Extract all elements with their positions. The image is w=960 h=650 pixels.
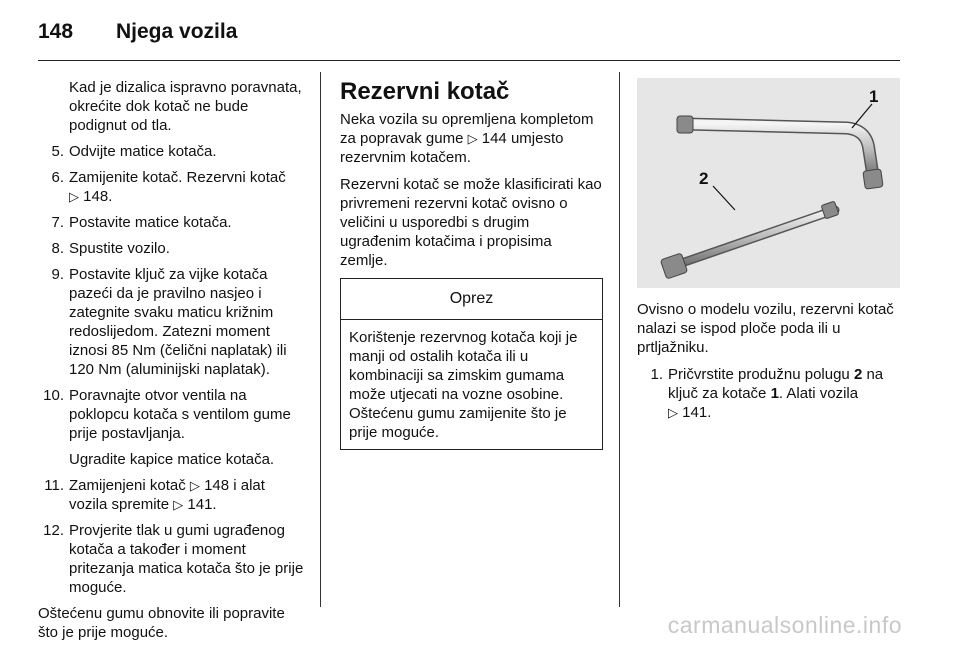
- column-divider: [320, 72, 321, 607]
- triangle-right-icon: ▷: [173, 497, 184, 512]
- list-item: 11. Zamijenjeni kotač ▷ 148 i alat vozila spremite ▷ 141.: [44, 477, 265, 513]
- paragraph: Ovisno o modelu vozilu, rezervni kotač nalazi se ispod ploče poda ili u prtljažniku.: [637, 301, 894, 356]
- column-1: [38, 78, 304, 650]
- list-item: 5. Odvijte matice kotača.: [51, 143, 217, 160]
- paragraph: Neka vozila su opremljena kompletom za popravak gume ▷ 144 umjesto rezervnim kotačem.: [340, 111, 594, 166]
- extension-socket: [660, 253, 687, 279]
- list-item: 1. Pričvrstite produžnu polugu 2 na ključ za kotače 1. Alati vozila ▷ 141.: [650, 366, 884, 421]
- step-4-continuation: Kad je dizalica ispravno poravnata, okrećite dok kotač ne bude podignut od tla.: [69, 79, 302, 134]
- caution-title: Oprez: [341, 279, 602, 320]
- tool-illustration: [637, 78, 900, 288]
- triangle-right-icon: ▷: [668, 405, 678, 420]
- list-item: 9. Postavite ključ za vijke kotača pazeći da je pravilno nasjeo i zategnite svaku maticu križnim redoslijedom. Zatezni moment iznosi 85 Nm (čelični naplatak) ili 120 Nm (aluminijski naplatak).: [51, 266, 287, 378]
- triangle-right-icon: ▷: [189, 478, 200, 493]
- list-item: 8. Spustite vozilo.: [51, 240, 170, 257]
- triangle-right-icon: ▷: [467, 131, 478, 146]
- list-item: 7. Postavite matice kotača.: [51, 214, 232, 231]
- header-rule: [38, 60, 900, 61]
- list-item: 12. Provjerite tlak u gumi ugrađenog kotača a također i moment pritezanja matica kotača što je prije moguće.: [43, 522, 304, 596]
- closing-paragraph: Oštećenu gumu obnovite ili popravite što je prije moguće.: [38, 605, 285, 641]
- step-10-note: Ugradite kapice matice kotača.: [69, 451, 275, 468]
- column-3: [637, 300, 902, 429]
- column-2: [340, 78, 603, 450]
- caution-box: [340, 278, 603, 450]
- page-header: [38, 20, 237, 44]
- watermark: carmanualsonline.info: [667, 612, 902, 638]
- callout-2: 2: [699, 169, 709, 188]
- column-divider: [619, 72, 620, 607]
- wrench-and-extension-drawing: [637, 78, 900, 288]
- section-title: Njega vozila: [116, 20, 238, 43]
- list-item: 6. Zamijenite kotač. Rezervni kotač ▷ 148.: [51, 169, 286, 205]
- wrench-end: [677, 116, 693, 133]
- callout-1: 1: [869, 87, 879, 106]
- section-heading: Rezervni kotač: [340, 78, 510, 105]
- triangle-right-icon: ▷: [69, 189, 79, 204]
- caution-text: Korištenje rezervnog kotača koji je manji od ostalih kotača ili u kombinaciji sa zimskim gumama može utjecati na vozne osobine. Oštećenu gumu zamijenite što je prije moguće.: [349, 329, 578, 441]
- list-item: 10. Poravnajte otvor ventila na poklopcu kotača s ventilom gume prije postavljanja.: [43, 387, 291, 442]
- paragraph: Rezervni kotač se može klasificirati kao privremeni rezervni kotač ovisno o veličini u usporedbi s drugim ugrađenim kotačima i propisima zemlje.: [340, 176, 602, 269]
- wrench-socket: [863, 169, 883, 189]
- page-number: 148: [38, 20, 74, 43]
